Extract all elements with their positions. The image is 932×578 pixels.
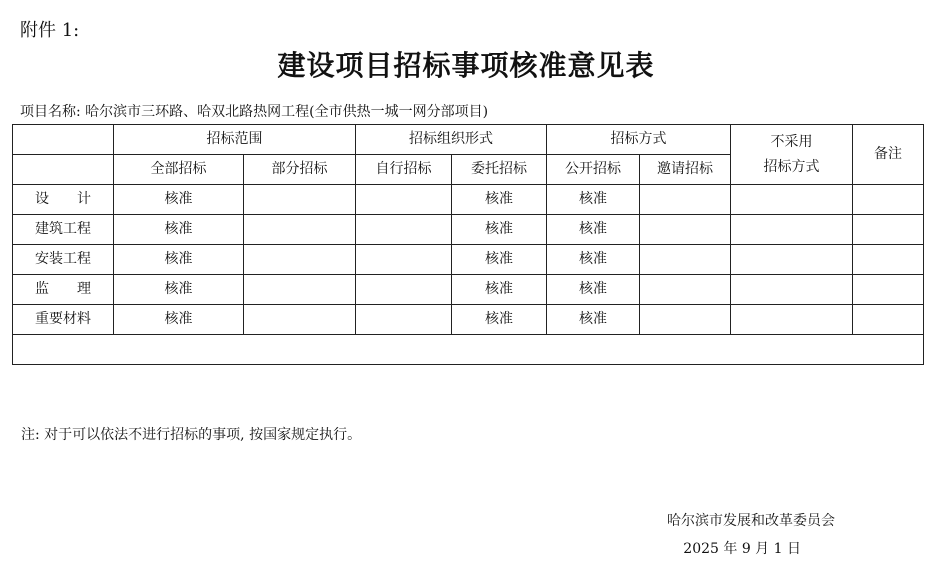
table-cell: 核准 <box>547 275 640 305</box>
subheader-cell: 委托招标 <box>452 155 547 185</box>
footer-body <box>13 335 924 557</box>
corner-cell-2 <box>13 155 114 185</box>
table-cell: 核准 <box>452 305 547 335</box>
project-name: 项目名称: 哈尔滨市三环路、哈双北路热网工程(全市供热一城一网分部项目) <box>20 104 489 120</box>
table-cell <box>853 185 924 215</box>
table-cell <box>731 215 853 245</box>
table-cell <box>640 185 731 215</box>
approval-table <box>12 124 924 557</box>
table-row <box>13 185 924 215</box>
corner-cell <box>13 125 114 155</box>
table-cell: 核准 <box>114 185 244 215</box>
table-cell: 核准 <box>547 245 640 275</box>
table-cell <box>244 275 356 305</box>
document-title: 建设项目招标事项核准意见表 <box>277 49 655 82</box>
table-cell: 核准 <box>114 305 244 335</box>
table-cell <box>731 245 853 275</box>
table-cell: 核准 <box>547 185 640 215</box>
issue-date: 2025 年 9 月 1 日 <box>683 541 801 557</box>
attachment-label: 附件 1: <box>20 20 80 41</box>
table-cell <box>640 305 731 335</box>
footer-row <box>13 335 924 365</box>
table-cell <box>731 275 853 305</box>
table-row <box>13 215 924 245</box>
table-body <box>13 125 924 185</box>
subheader-cell: 自行招标 <box>356 155 452 185</box>
group-header-method: 招标方式 <box>547 125 731 155</box>
footnote: 注: 对于可以依法不进行招标的事项, 按国家规定执行。 <box>21 427 362 443</box>
table-cell <box>731 305 853 335</box>
table-cell <box>244 245 356 275</box>
table-cell <box>640 245 731 275</box>
table-cell <box>356 305 452 335</box>
table-cell: 核准 <box>452 275 547 305</box>
table-row <box>13 305 924 335</box>
issuer-name: 哈尔滨市发展和改革委员会 <box>667 513 835 529</box>
row-label: 安装工程 <box>13 245 114 275</box>
table-row <box>13 275 924 305</box>
header-row-1 <box>13 125 924 155</box>
table-cell: 核准 <box>114 215 244 245</box>
group-header-organization: 招标组织形式 <box>356 125 547 155</box>
table-cell <box>244 305 356 335</box>
table-cell <box>356 185 452 215</box>
table-cell: 核准 <box>452 245 547 275</box>
table-cell: 核准 <box>452 185 547 215</box>
table-cell <box>244 185 356 215</box>
subheader-cell: 部分招标 <box>244 155 356 185</box>
group-header-scope: 招标范围 <box>114 125 356 155</box>
table-cell <box>853 215 924 245</box>
table-row <box>13 245 924 275</box>
data-rows <box>13 185 924 335</box>
header-remarks: 备注 <box>853 125 924 185</box>
row-label: 重要材料 <box>13 305 114 335</box>
table-cell: 核准 <box>547 215 640 245</box>
table-cell <box>244 215 356 245</box>
header-no-tender-line2: 招标方式 <box>763 158 820 175</box>
table-cell: 核准 <box>547 305 640 335</box>
table-cell: 核准 <box>114 245 244 275</box>
table-cell <box>640 215 731 245</box>
subheader-cell: 邀请招标 <box>640 155 731 185</box>
notes-area <box>13 335 924 557</box>
table-cell <box>731 185 853 215</box>
header-no-tender-line1: 不采用 <box>770 134 813 151</box>
table-cell <box>356 275 452 305</box>
row-label: 监 理 <box>13 275 114 305</box>
table-cell <box>853 245 924 275</box>
table-cell <box>356 245 452 275</box>
row-label: 建筑工程 <box>13 215 114 245</box>
table-cell <box>853 275 924 305</box>
subheader-cell: 公开招标 <box>547 155 640 185</box>
table-cell <box>640 275 731 305</box>
table-cell: 核准 <box>452 215 547 245</box>
table-cell <box>853 305 924 335</box>
header-no-tender <box>731 125 853 185</box>
subheader-cell: 全部招标 <box>114 155 244 185</box>
table-cell: 核准 <box>114 275 244 305</box>
row-label: 设 计 <box>13 185 114 215</box>
table-cell <box>356 215 452 245</box>
